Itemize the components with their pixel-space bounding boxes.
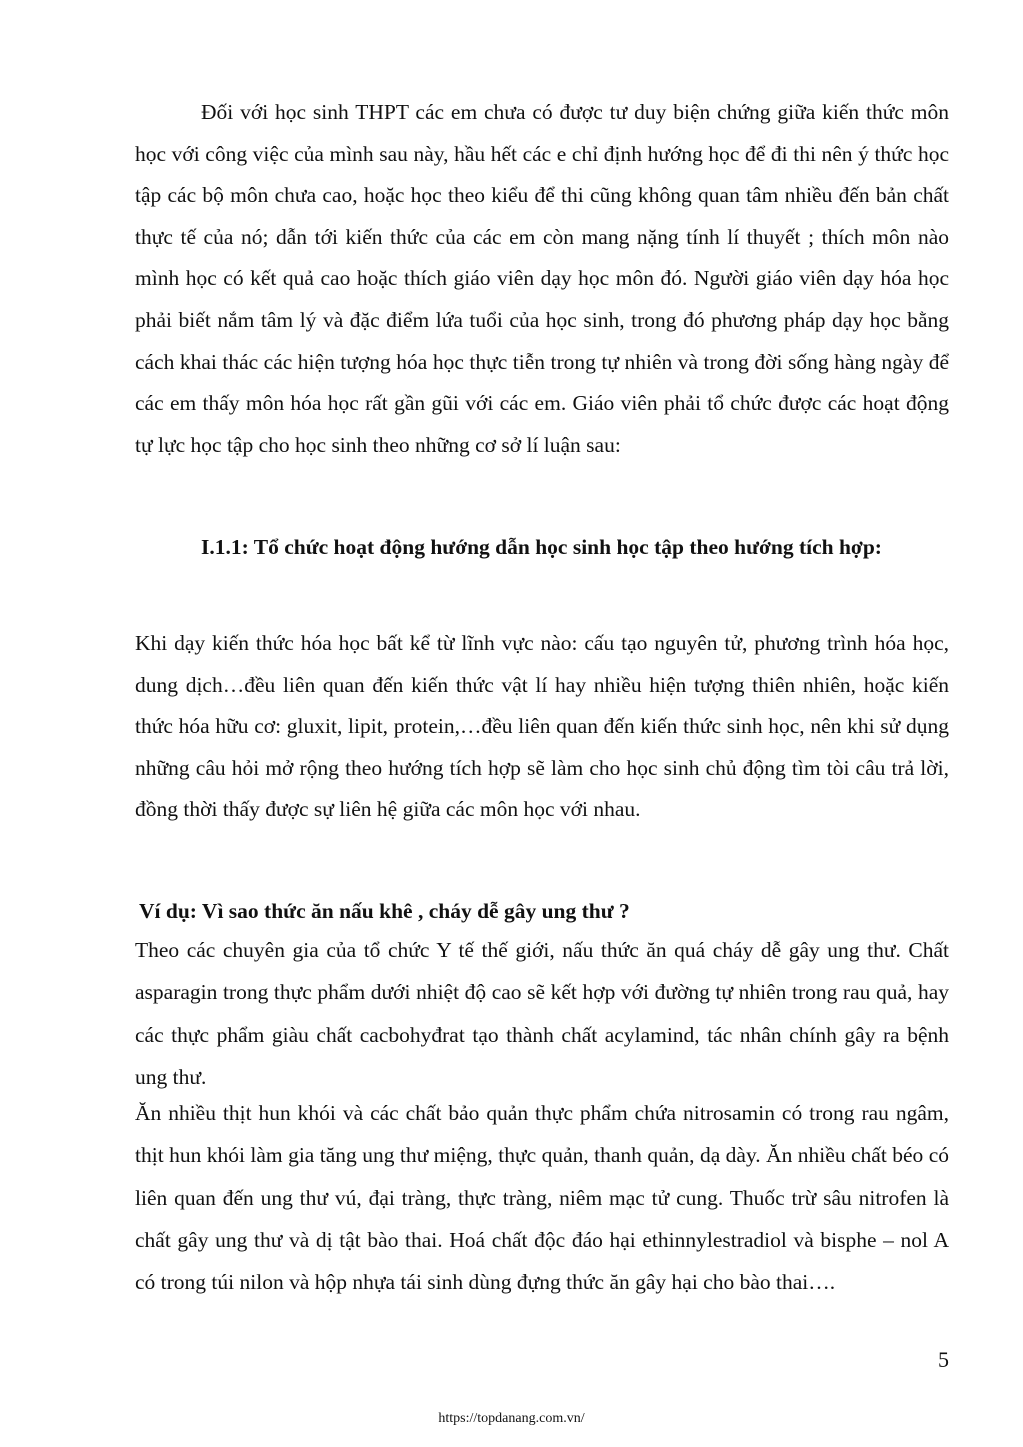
paragraph-example-details: Ăn nhiều thịt hun khói và các chất bảo quản thực phẩm chứa nitrosamin có trong rau ngâm, thịt hun khói làm gia tăng ung thư miệng, thực quản, thanh quản, dạ dày. Ăn nhiều chất béo có liên quan đến ung thư vú, đại tràng, thực tràng, niêm mạc tử cung. Thuốc trừ sâu nitrofen là chất gây ung thư và dị tật bào thai. Hoá chất độc đáo hại ethinnylestradiol và bisphe – nol A có trong túi nilon và hộp nhựa tái sinh dùng đựng thức ăn gây hại cho bào thai…. (135, 1101, 949, 1295)
paragraph-integration: Khi dạy kiến thức hóa học bất kể từ lĩnh vực nào: cấu tạo nguyên tử, phương trình hóa học, dung dịch…đều liên quan đến kiến thức vật lí hay nhiều hiện tượng thiên nhiên, hoặc kiến thức hóa hữu cơ: gluxit, lipit, protein,…đều liên quan đến kiến thức sinh học, nên khi sử dụng những câu hỏi mở rộng theo hướng tích hợp sẽ làm cho học sinh chủ động tìm tòi câu trả lời, đồng thời thấy được sự liên hệ giữa các môn học với nhau. (135, 631, 949, 822)
section-heading: I.1.1: Tổ chức hoạt động hướng dẫn học sinh học tập theo hướng tích hợp: (201, 535, 882, 559)
footer-url[interactable]: https://topdanang.com.vn/ (438, 1411, 585, 1426)
paragraph-example-answer: Theo các chuyên gia của tổ chức Y tế thế giới, nấu thức ăn quá cháy dễ gây ung thư. Chất asparagin trong thực phẩm dưới nhiệt độ cao sẽ kết hợp với đường tự nhiên trong rau quả, hay các thực phẩm giàu chất cacbohyđrat tạo thành chất acylamind, tác nhân chính gây ra bệnh ung thư. (135, 938, 949, 1089)
example-title: Ví dụ: Vì sao thức ăn nấu khê , cháy dễ gây ung thư ? (139, 899, 630, 923)
paragraph-intro: Đối với học sinh THPT các em chưa có được tư duy biện chứng giữa kiến thức môn học với công việc của mình sau này, hầu hết các e chỉ định hướng học để đi thi nên ý thức học tập các bộ môn chưa cao, hoặc học theo kiểu để thi cũng không quan tâm nhiều đến bản chất thực tế của nó; dẫn tới kiến thức của các em còn mang nặng tính lí thuyết ; thích môn nào mình học có kết quả cao hoặc thích giáo viên dạy học môn đó. Người giáo viên dạy hóa học phải biết nắm tâm lý và đặc điểm lứa tuổi của học sinh, trong đó phương pháp dạy học bằng cách khai thác các hiện tượng hóa học thực tiễn trong tự nhiên và trong đời sống hàng ngày để các em thấy môn hóa học rất gần gũi với các em. Giáo viên phải tổ chức được các hoạt động tự lực học tập cho học sinh theo những cơ sở lí luận sau: (135, 100, 949, 457)
page-number: 5 (938, 1347, 949, 1372)
